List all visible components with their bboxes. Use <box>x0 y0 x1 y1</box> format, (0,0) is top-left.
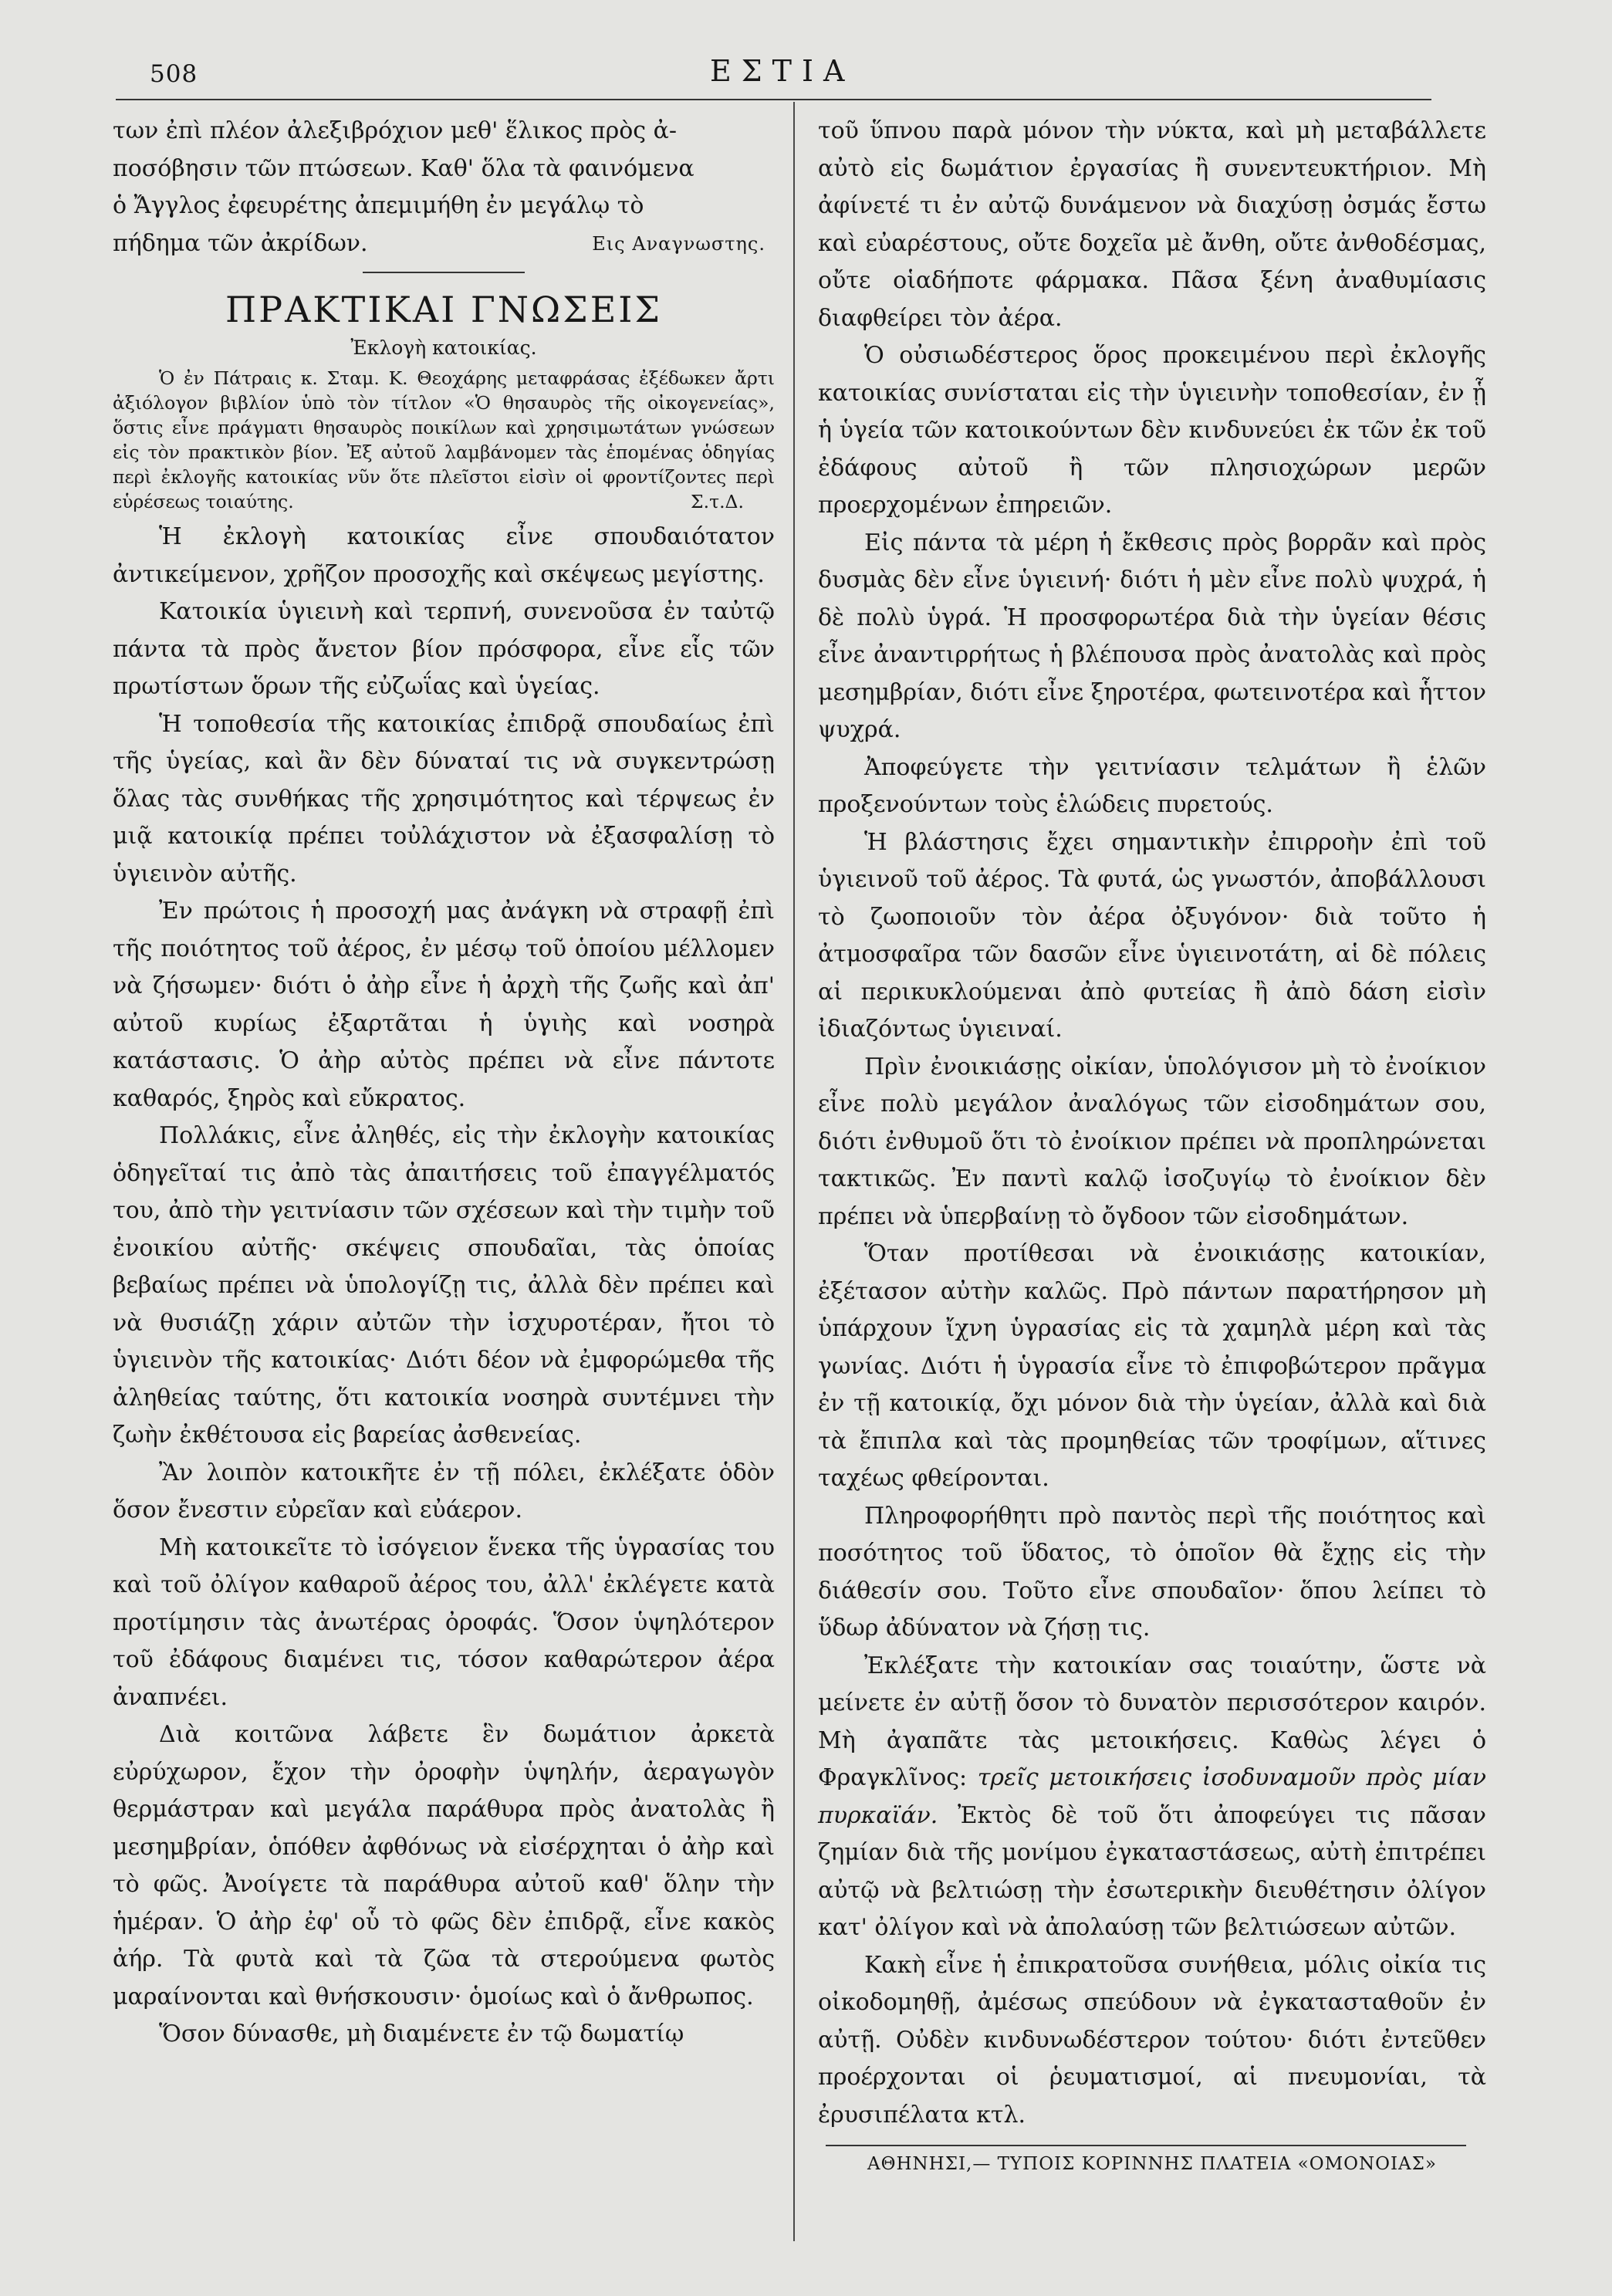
body-paragraph: Ἡ ἐκλογὴ κατοικίας εἶνε σπουδαιότατον ἀντικείμενον, χρῆζον προσοχῆς καὶ σκέψεως μεγίστης. <box>113 523 775 588</box>
body-paragraph: Ἡ βλάστησις ἔχει σημαντικὴν ἐπιρροὴν ἐπὶ τοῦ ὑγιεινοῦ τοῦ ἀέρος. Τὰ φυτά, ὡς γνωστόν, ἀποβάλλουσι τὸ ζωοποιοῦν τὸν ἀέρα ὀξυγόνον· διὰ τοῦτο ἡ ἀτμοσφαῖρα τῶν δασῶν εἶνε ὑγιεινοτάτη, αἱ δὲ πόλεις αἱ περικυκλούμεναι ἀπὸ φυτείας ἢ ἀπὸ δάση εἰσὶν ἰδιαζόντως ὑγιειναί. <box>818 828 1486 1043</box>
body-paragraph: Κακὴ εἶνε ἡ ἐπικρατοῦσα συνήθεια, μόλις οἰκία τις οἰκοδομηθῇ, ἀμέσως σπεύδουν νὰ ἐγκατασταθοῦν ἐν αὐτῇ. Οὐδὲν κινδυνωδέστερον τούτου· διότι ἐντεῦθεν προέρχονται οἱ ῥευματισμοί, αἱ πνευμονίαι, τὰ ἐρυσιπέλατα κτλ. <box>818 1951 1486 2129</box>
intro-line-text: πήδημα τῶν ἀκρίδων. <box>113 229 368 257</box>
body-paragraph: Ἡ τοποθεσία τῆς κατοικίας ἐπιδρᾷ σπουδαίως ἐπὶ τῆς ὑγείας, καὶ ἂν δὲν δύναταί τις νὰ συγκεντρώσῃ ὅλας τὰς συνθήκας τῆς χρησιμότητος καὶ τέρψεως ἐν μιᾷ κατοικίᾳ πρέπει τοὐλάχιστον νὰ ἐξασφαλίσῃ τὸ ὑγιεινὸν αὐτῆς. <box>113 710 775 888</box>
body-paragraph: Πληροφορήθητι πρὸ παντὸς περὶ τῆς ποιότητος καὶ ποσότητος τοῦ ὕδατος, τὸ ὁποῖον θὰ ἔχῃς εἰς τὴν διάθεσίν σου. Τοῦτο εἶνε σπουδαῖον· ὅπου λείπει τὸ ὕδωρ ἀδύνατον νὰ ζήσῃ τις. <box>818 1502 1486 1642</box>
editor-preface: Ὁ ἐν Πάτραις κ. Σταμ. Κ. Θεοχάρης μεταφράσας ἐξέδωκεν ἄρτι ἀξιόλογον βιβλίον ὑπὸ τὸν τίτλον «Ὁ θησαυρὸς τῆς οἰκογενείας», ὅστις εἶνε πράγματι θησαυρὸς ποικίλων καὶ χρησιμωτάτων γνώσεων εἰς τὸν πρακτικὸν βίον. Ἐξ αὐτοῦ λαμβάνομεν τὰς ἑπομένας ὁδηγίας περὶ ἐκλογῆς κατοικίας νῦν ὅτε πλεῖστοι εἰσὶν οἱ φροντίζοντες περὶ εὑρέσεως τοιαύτης. <box>113 367 775 512</box>
body-paragraph: Μὴ κατοικεῖτε τὸ ἰσόγειον ἕνεκα τῆς ὑγρασίας του καὶ τοῦ ὀλίγον καθαροῦ ἀέρος του, ἀλλ' ἐκλέγετε κατὰ προτίμησιν τὰς ἀνωτέρας ὀροφάς. Ὅσον ὑψηλότερον τοῦ ἐδάφους διαμένει τις, τόσον καθαρώτερον ἀέρα ἀναπνέει. <box>113 1533 775 1711</box>
column-divider <box>793 102 795 2241</box>
body-paragraph: Ὅταν προτίθεσαι νὰ ἐνοικιάσῃς κατοικίαν, ἐξέτασον αὐτὴν καλῶς. Πρὸ πάντων παρατήρησον μὴ ὑπάρχουν ἴχνη ὑγρασίας εἰς τὰ χαμηλὰ μέρη καὶ τὰς γωνίας. Διότι ἡ ὑγρασία εἶνε τὸ ἐπιφοβώτερον πρᾶγμα ἐν τῇ κατοικίᾳ, ὄχι μόνον διὰ τὴν ὑγείαν, ἀλλὰ καὶ διὰ τὰ ἔπιπλα καὶ τὰς προμηθείας τῶν τροφίμων, αἵτινες ταχέως φθείρονται. <box>818 1240 1486 1492</box>
body-paragraph: Ἂν λοιπὸν κατοικῆτε ἐν τῇ πόλει, ἐκλέξατε ὁδὸν ὅσον ἔνεστιν εὐρεῖαν καὶ εὐάερον. <box>113 1459 775 1523</box>
body-paragraph: Εἰς πάντα τὰ μέρη ἡ ἔκθεσις πρὸς βορρᾶν καὶ πρὸς δυσμὰς δὲν εἶνε ὑγιεινή· διότι ἡ μὲν εἶνε πολὺ ψυχρά, ἡ δὲ πολὺ ὑγρά. Ἡ προσφορωτέρα διὰ τὴν ὑγείαν θέσις εἶνε ἀναντιρρήτως ἡ βλέπουσα πρὸς ἀνατολὰς καὶ πρὸς μεσημβρίαν, διότι εἶνε ξηροτέρα, φωτεινοτέρα καὶ ἧττον ψυχρά. <box>818 529 1487 743</box>
body-paragraph: Ἀποφεύγετε τὴν γειτνίασιν τελμάτων ἢ ἑλῶν προξενούντων τοὺς ἑλώδεις πυρετούς. <box>818 753 1486 818</box>
preface-initials: Σ.τ.Δ. <box>691 491 744 512</box>
intro-line: ποσόβησιν τῶν πτώσεων. Καθ' ὅλα τὰ φαινόμενα <box>113 154 694 182</box>
body-paragraph: Ὅσον δύνασθε, μὴ διαμένετε ἐν τῷ δωματίῳ <box>159 2020 684 2047</box>
section-rule <box>363 272 525 273</box>
running-head <box>0 0 1612 93</box>
paragraph-text: Ἐκλέξατε τὴν κατοικίαν σας τοιαύτην, ὥστε νὰ μείνετε ἐν αὐτῇ ὅσον τὸ δυνατὸν περισσότερον καιρόν. Μὴ ἀγαπᾶτε τὰς μετοικήσεις. Καθὼς λέγει ὁ Φραγκλῖνος: <box>818 1652 1486 1791</box>
body-paragraph: Διὰ κοιτῶνα λάβετε ἓν δωμάτιον ἀρκετὰ εὐρύχωρον, ἔχον τὴν ὀροφὴν ὑψηλήν, ἀεραγωγὸν θερμάστραν καὶ μεγάλα παράθυρα πρὸς ἀνατολὰς ἢ μεσημβρίαν, ὁπόθεν ἀφθόνως νὰ εἰσέρχηται ὁ ἀὴρ καὶ τὸ φῶς. Ἀνοίγετε τὰ παράθυρα αὐτοῦ καθ' ὅλην τὴν ἡμέραν. Ὁ ἀὴρ ἐφ' οὗ τὸ φῶς δὲν ἐπιδρᾷ, εἶνε κακὸς ἀήρ. Τὰ φυτὰ καὶ τὰ ζῶα τὰ στερούμενα φωτὸς μαραίνονται καὶ θνήσκουσιν· ὁμοίως καὶ ὁ ἄνθρωπος. <box>113 1721 775 2010</box>
body-paragraph: Πολλάκις, εἶνε ἀληθές, εἰς τὴν ἐκλογὴν κατοικίας ὁδηγεῖταί τις ἀπὸ τὰς ἀπαιτήσεις τοῦ ἐπαγγέλματός του, ἀπὸ τὴν γειτνίασιν τῶν σχέσεων καὶ τὴν τιμὴν τοῦ ἐνοικίου αὐτῆς· σκέψεις σπουδαῖαι, τὰς ὁποίας βεβαίως πρέπει νὰ ὑπολογίζῃ τις, ἀλλὰ δὲν πρέπει καὶ νὰ θυσιάζῃ χάριν αὐτῶν τὴν ἰσχυροτέραν, ἤτοι τὸ ὑγιεινὸν τῆς κατοικίας· Διότι δέον νὰ ἐμφορώμεθα τῆς ἀληθείας ταύτης, ὅτι κατοικία νοσηρὰ συντέμνει τὴν ζωὴν ἐκθέτουσα εἰς βαρείας ἀσθενείας. <box>113 1122 775 1449</box>
body-paragraph: Κατοικία ὑγιεινὴ καὶ τερπνή, συνενοῦσα ἐν ταὐτῷ πάντα τὰ πρὸς ἄνετον βίον πρόσφορα, εἶνε εἷς τῶν πρωτίστων ὅρων τῆς εὐζωΐας καὶ ὑγείας. <box>113 598 775 700</box>
section-subtitle: Ἐκλογὴ κατοικίας. <box>350 336 537 359</box>
left-column <box>113 113 775 2054</box>
franklin-quote: τρεῖς μετοικήσεις ἰσοδυναμοῦν πρὸς μίαν πυρκαϊάν. <box>818 1764 1486 1829</box>
paragraph-text: Ἐκτὸς δὲ τοῦ ὅτι ἀποφεύγει τις πᾶσαν ζημίαν διὰ τῆς μονίμου ἐγκαταστάσεως, αὐτὴ ἐπιτρέπει αὐτῷ νὰ βελτιώσῃ τὴν ἐσωτερικὴν διευθέτησιν ὀλίγον κατ' ὀλίγον καὶ νὰ ἀπολαύσῃ τῶν βελτιώσεων αὐτῶν. <box>818 1801 1486 1941</box>
body-paragraph: Ἐν πρώτοις ἡ προσοχή μας ἀνάγκη νὰ στραφῇ ἐπὶ τῆς ποιότητος τοῦ ἀέρος, ἐν μέσῳ τοῦ ὁποίου μέλλομεν νὰ ζήσωμεν· διότι ὁ ἀὴρ εἶνε ἡ ἀρχὴ τῆς ζωῆς καὶ ἀπ' αὐτοῦ κυρίως ἐξαρτᾶται ἡ ὑγιὴς καὶ νοσηρὰ κατάστασις. Ὁ ἀὴρ αὐτὸς πρέπει νὰ εἶνε πάντοτε καθαρός, ξηρὸς καὶ εὔκρατος. <box>113 898 775 1112</box>
body-paragraph: Ὁ οὐσιωδέστερος ὅρος προκειμένου περὶ ἐκλογῆς κατοικίας συνίσταται εἰς τὴν ὑγιεινὴν τοποθεσίαν, ἐν ᾗ ἡ ὑγεία τῶν κατοικούντων δὲν κινδυνεύει ἐκ τῶν ἐκ τοῦ ἐδάφους αὐτοῦ ἢ τῶν πλησιοχώρων μερῶν προερχομένων ἐπηρειῶν. <box>818 342 1486 519</box>
intro-signature: Εις Αναγνωστης. <box>592 232 765 255</box>
section-title: ΠΡΑΚΤΙΚΑΙ ΓΝΩΣΕΙΣ <box>225 289 662 330</box>
header-rule <box>116 99 1431 100</box>
printer-imprint: ΑΘΗΝΗΣΙ,— ΤΥΠΟΙΣ ΚΟΡΙΝΝΗΣ ΠΛΑΤΕΙΑ «ΟΜΟΝΟΙΑΣ» <box>867 2154 1437 2174</box>
intro-line: των ἐπὶ πλέον ἀλεξιβρόχιον μεθ' ἕλικος πρὸς ἀ- <box>113 117 678 144</box>
imprint-rule <box>826 2145 1466 2146</box>
franklin-paragraph <box>818 1648 1486 1947</box>
intro-line: ὁ Ἄγγλος ἐφευρέτης ἀπεμιμήθη ἐν μεγάλῳ τὸ <box>113 192 644 219</box>
intro-line-last <box>113 225 775 263</box>
journal-title: ΕΣΤΙΑ <box>710 54 855 88</box>
body-paragraph: τοῦ ὕπνου παρὰ μόνον τὴν νύκτα, καὶ μὴ μεταβάλλετε αὐτὸ εἰς δωμάτιον ἐργασίας ἢ συνεντευκτήριον. Μὴ ἀφίνετέ τι ἐν αὐτῷ δυνάμενον νὰ διαχύσῃ ὀσμάς ἔστω καὶ εὐαρέστους, οὔτε δοχεῖα μὲ ἄνθη, οὔτε ἀνθοδέσμας, οὔτε οἱαδήποτε φάρμακα. Πᾶσα ξένη ἀναθυμίασις διαφθείρει τὸν ἀέρα. <box>818 117 1486 332</box>
page-number: 508 <box>150 60 198 88</box>
body-paragraph: Πρὶν ἐνοικιάσῃς οἰκίαν, ὑπολόγισον μὴ τὸ ἐνοίκιον εἶνε πολὺ μεγάλον ἀναλόγως τῶν εἰσοδημάτων σου, διότι ἐνθυμοῦ ὅτι τὸ ἐνοίκιον πρέπει νὰ προπληρώνεται τακτικῶς. Ἐν παντὶ καλῷ ἰσοζυγίῳ τὸ ἐνοίκιον δὲν πρέπει νὰ ὑπερβαίνῃ τὸ ὄγδοον τῶν εἰσοδημάτων. <box>818 1053 1486 1230</box>
right-column <box>818 113 1486 2176</box>
